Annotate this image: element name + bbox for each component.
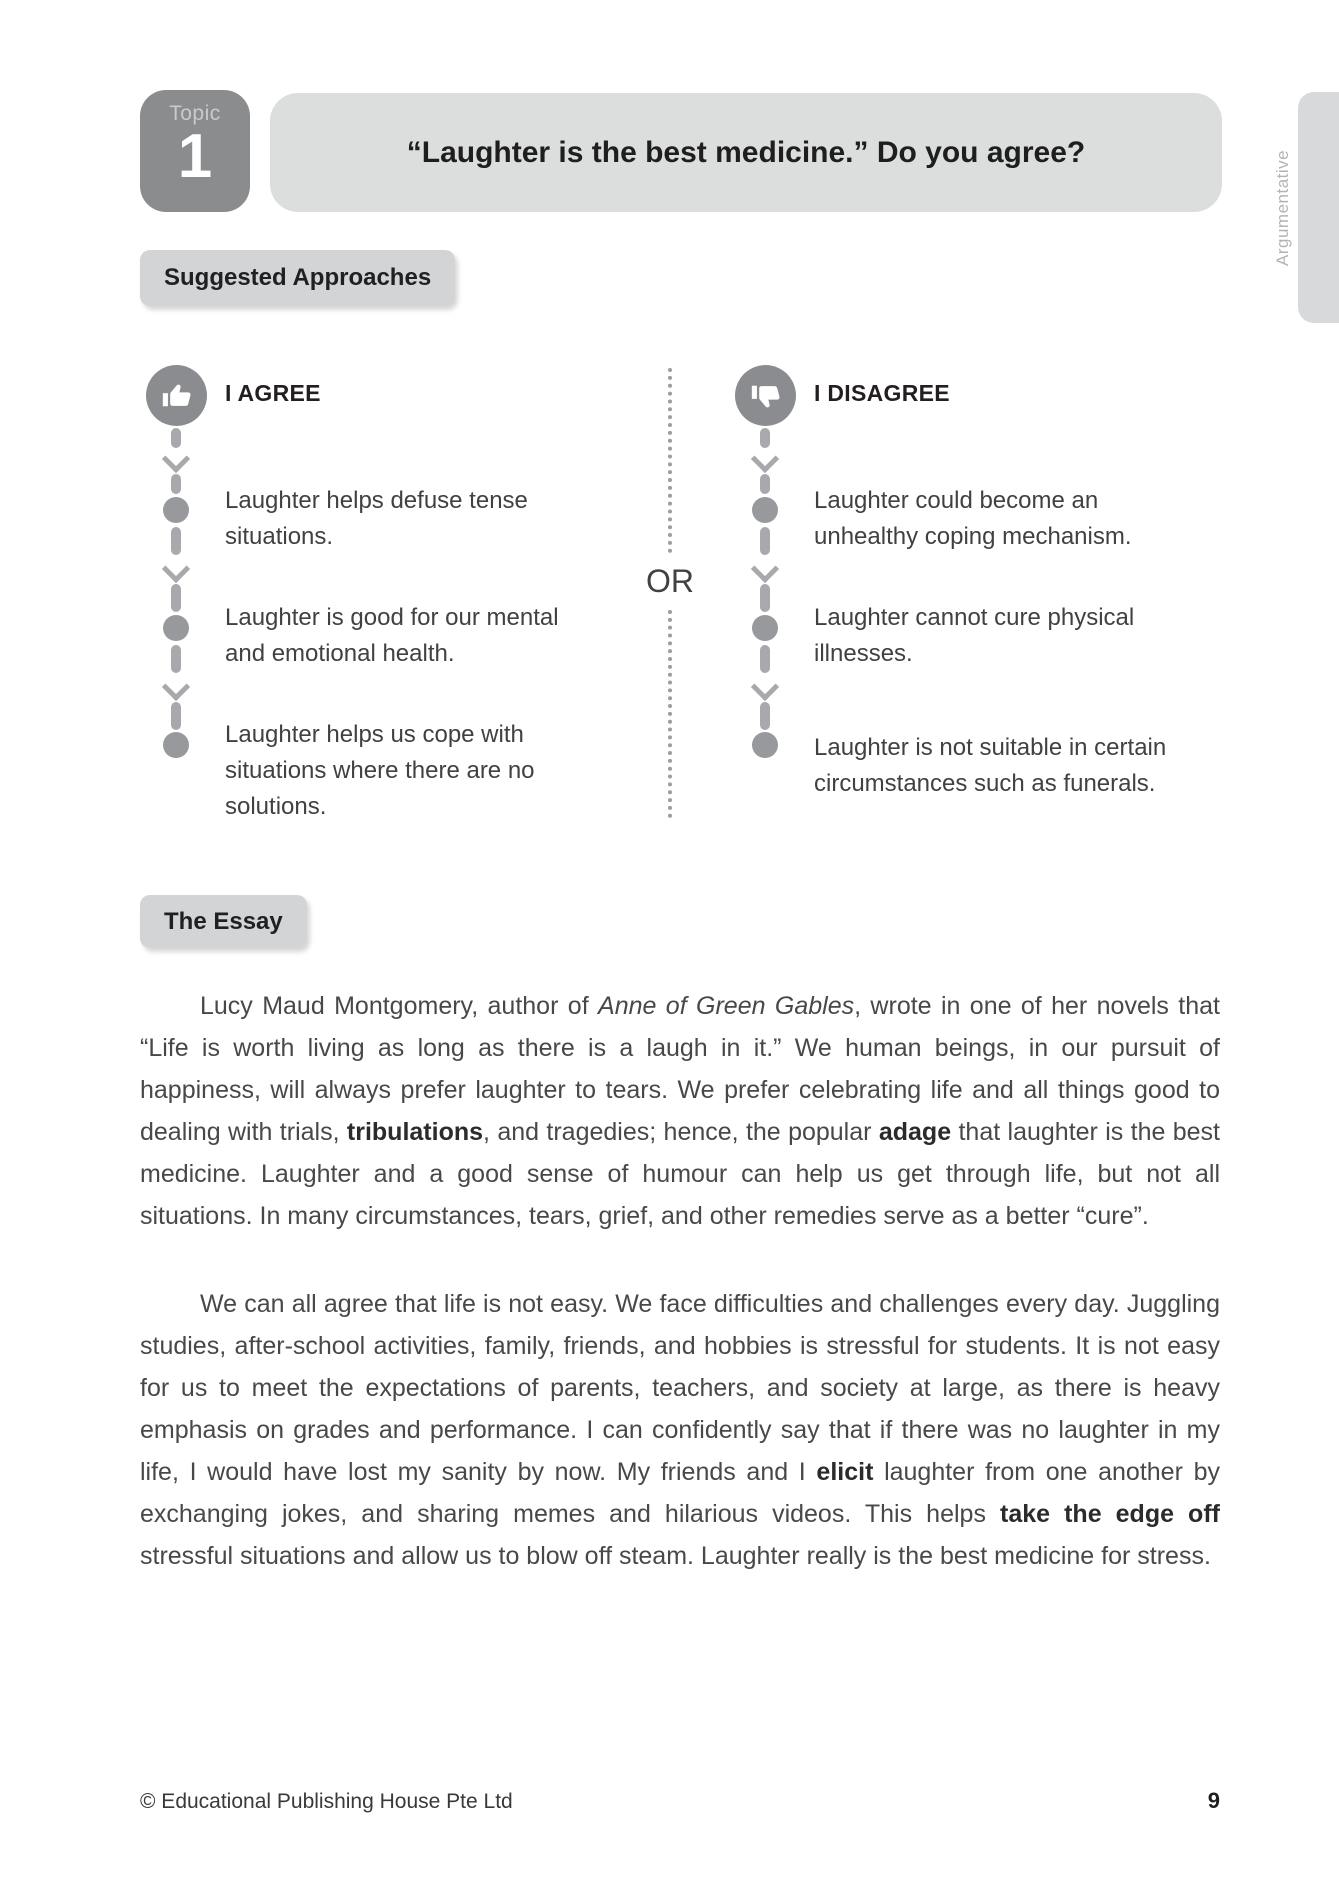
approaches-diagram [140,360,1220,820]
approach-point: Laughter is not suitable in certain circumstances such as funerals. [814,734,1167,797]
title-banner [270,93,1222,212]
rail-bar [760,702,770,730]
approach-point: Laughter helps defuse tense situations. [225,487,528,550]
thumbs-up-icon [146,365,207,426]
rail-bar [171,645,181,673]
or-label: OR [646,563,694,599]
essay-paragraph: Lucy Maud Montgomery, author of Anne of Green Gables, wrote in one of her novels that “Life is worth living as long as there is a laugh in it.” We human beings, in our pursuit of happiness, will always prefer laughter to tears. We prefer celebrating life and all things good to dealing with trials, tribulations, and tragedies; hence, the popular adage that laughter is the best medicine. Laughter and a good sense of humour can help us get through life, but not all situations. In many circumstances, tears, grief, and other remedies serve as a better “cure”. [140,992,1221,1230]
bullet-dot [752,497,778,523]
chevron-down-icon [751,673,779,701]
agree-points [225,483,617,870]
bullet-dot [163,497,189,523]
chevron-down-icon [162,673,190,701]
thumbs-down-icon [735,365,796,426]
approach-point: Laughter helps us cope with situations where there are no solutions. [225,721,535,820]
topic-label: Topic [169,102,221,125]
disagree-points [814,483,1206,847]
approach-point: Laughter is good for our mental and emotional health. [225,604,559,667]
chevron-down-icon [162,555,190,583]
dotted-line [668,368,672,553]
rail-bar [760,474,770,494]
page-number: 9 [1207,1788,1220,1813]
essay-body [140,985,1220,1623]
disagree-column [729,360,1220,820]
rail-bar [171,584,181,612]
category-tab-label: Argumentative [1273,149,1292,266]
category-tab [1298,92,1339,323]
or-divider [640,368,700,818]
topic-badge [140,90,250,212]
rail-bar [760,645,770,673]
page-footer [140,1788,1220,1814]
suggested-approaches-badge: Suggested Approaches [140,250,455,306]
topic-number: 1 [177,122,213,191]
disagree-heading: I DISAGREE [814,380,950,406]
page-title: “Laughter is the best medicine.” Do you agree? [406,135,1086,169]
chevron-down-icon [751,555,779,583]
bullet-dot [163,615,189,641]
agree-heading: I AGREE [225,380,321,406]
rail-bar [760,584,770,612]
chevron-down-icon [162,445,190,473]
approach-point: Laughter could become an unhealthy coping mechanism. [814,487,1132,550]
approach-point: Laughter cannot cure physical illnesses. [814,604,1135,667]
rail-bar [171,702,181,730]
rail-bar [171,474,181,494]
agree-column [140,360,620,820]
bullet-dot [752,615,778,641]
rail-bar [171,527,181,555]
essay-paragraph: We can all agree that life is not easy. We face difficulties and challenges every day. Juggling studies, after-school activities, family, friends, and hobbies is stressful for students. It is not easy for us to meet the expectations of parents, teachers, and society at large, as there is heavy emphasis on grades and performance. I can confidently say that if there was no laughter in my life, I would have lost my sanity by now. My friends and I elicit laughter from one another by exchanging jokes, and sharing memes and hilarious videos. This helps take the edge off stressful situations and allow us to blow off steam. Laughter really is the best medicine for stress. [140,1290,1220,1570]
bullet-dot [163,732,189,758]
copyright-text: © Educational Publishing House Pte Ltd [140,1790,513,1813]
bullet-dot [752,732,778,758]
rail-bar [760,527,770,555]
dotted-line [668,610,672,818]
chevron-down-icon [751,445,779,473]
the-essay-badge: The Essay [140,895,307,948]
